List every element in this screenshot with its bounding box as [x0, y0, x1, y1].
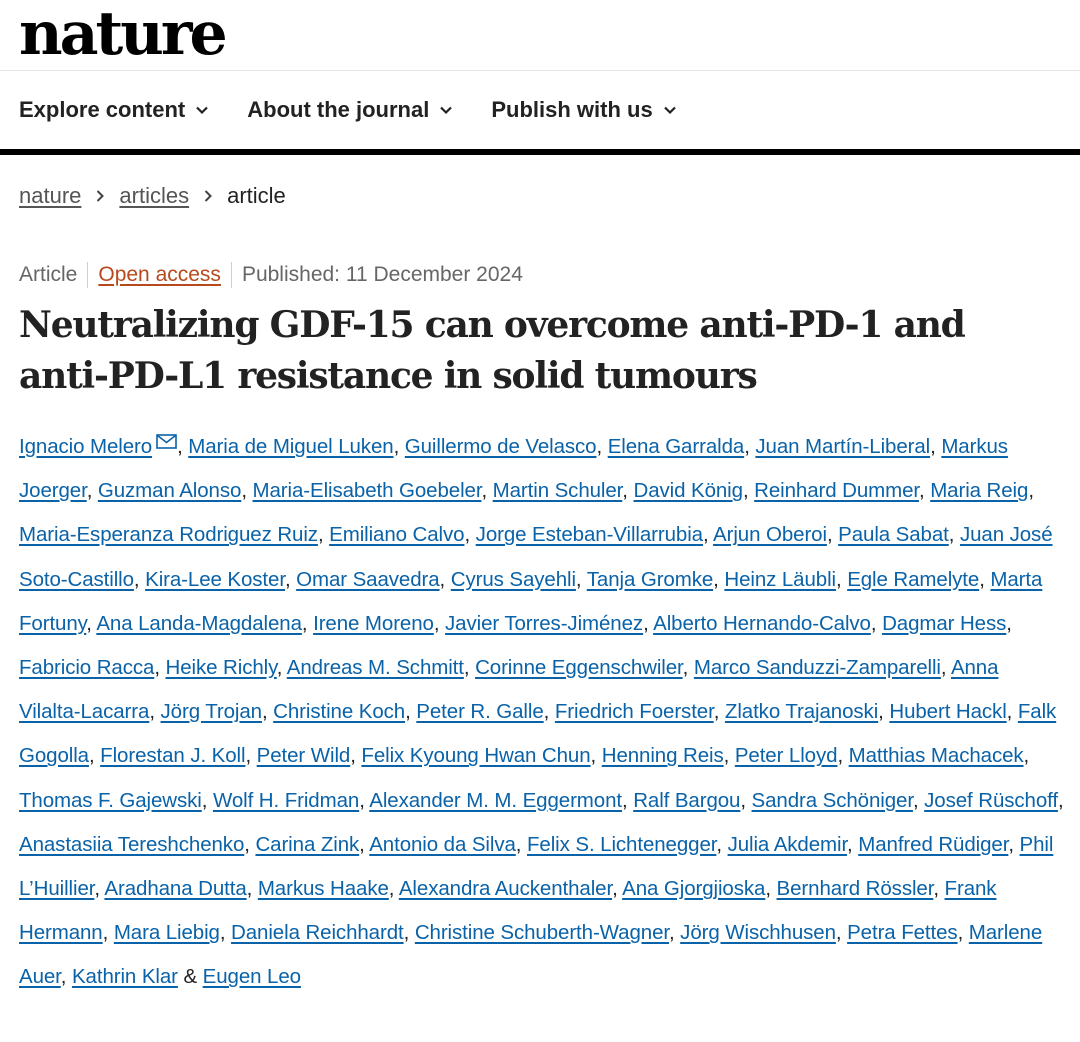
- chevron-down-icon: [439, 103, 453, 117]
- author-link[interactable]: Heike Richly: [165, 656, 277, 680]
- author-link[interactable]: Martin Schuler: [492, 479, 623, 503]
- author-link[interactable]: Markus Haake: [257, 877, 389, 901]
- author-link[interactable]: Josef Rüschoff: [924, 788, 1058, 812]
- nav-item-label: About the journal: [247, 97, 430, 122]
- author-link[interactable]: Christine Schuberth-Wagner: [414, 921, 669, 945]
- author-link[interactable]: Juan Martín-Liberal: [755, 435, 931, 458]
- author-link[interactable]: Frank Hermann: [19, 877, 997, 945]
- author-link[interactable]: Maria-Esperanza Rodriguez Ruiz: [19, 523, 318, 547]
- author-link[interactable]: Aradhana Dutta: [104, 877, 247, 901]
- author-link[interactable]: Christine Koch: [273, 700, 406, 724]
- author-link[interactable]: Marco Sanduzzi-Zamparelli: [693, 656, 941, 680]
- nav-item-label: Publish with us: [491, 97, 653, 122]
- author-link[interactable]: Falk Gogolla: [19, 700, 1057, 768]
- author-link[interactable]: Matthias Machacek: [848, 744, 1024, 768]
- author-link[interactable]: Wolf H. Fridman: [212, 788, 360, 812]
- author-link[interactable]: Maria de Miguel Luken: [188, 435, 394, 458]
- article-type: Article: [19, 263, 78, 286]
- author-link[interactable]: Jörg Trojan: [160, 700, 262, 724]
- author-link[interactable]: Markus Joerger: [19, 435, 1008, 503]
- author-link[interactable]: Paula Sabat: [838, 523, 949, 547]
- breadcrumb-articles[interactable]: articles: [119, 183, 190, 208]
- meta-divider: [87, 262, 88, 288]
- author-link[interactable]: Mara Liebig: [113, 921, 220, 945]
- breadcrumb-nature[interactable]: nature: [19, 183, 82, 208]
- mail-icon[interactable]: [156, 434, 177, 449]
- author-link[interactable]: Heinz Läubli: [724, 567, 836, 591]
- author-link[interactable]: Kira-Lee Koster: [145, 567, 285, 591]
- author-link[interactable]: Fabricio Racca: [19, 656, 155, 680]
- author-link[interactable]: Cyrus Sayehli: [450, 567, 576, 591]
- author-link[interactable]: Zlatko Trajanoski: [724, 700, 879, 724]
- author-link[interactable]: Alexander M. M. Eggermont: [369, 788, 622, 812]
- meta-divider: [231, 262, 232, 288]
- author-link[interactable]: Manfred Rüdiger: [858, 832, 1009, 856]
- author-link[interactable]: Andreas M. Schmitt: [286, 656, 464, 680]
- chevron-down-icon: [195, 103, 209, 117]
- author-link[interactable]: Jorge Esteban-Villarrubia: [475, 523, 703, 547]
- author-link[interactable]: Marta Fortuny: [19, 567, 1043, 635]
- nature-logo[interactable]: nature: [19, 0, 225, 69]
- author-list: Ignacio Melero , Maria de Miguel Luken, Guillermo de Velasco, Elena Garralda, Juan Martín-Liberal, Markus Joerger, Guzman Alonso, Maria-Elisabeth Goebeler, Martin Schuler, David König, Reinhard Dummer, Maria Reig, Maria-Esperanza Rodriguez Ruiz, Emiliano Calvo, Jorge Esteban-Villarrubia, Arjun Oberoi, Paula Sabat, Juan José Soto-Castillo, Kira-Lee Koster, Omar Saavedra, Cyrus Sayehli, Tanja Gromke, Heinz Läubli, Egle Ramelyte, Marta Fortuny, Ana Landa-Magdalena, Irene Moreno, Javier Torres-Jiménez, Alberto Hernando-Calvo, Dagmar Hess, Fabricio Racca, Heike Richly, Andreas M. Schmitt, Corinne Eggenschwiler, Marco Sanduzzi-Zamparelli, Anna Vilalta-Lacarra, Jörg Trojan, Christine Koch, Peter R. Galle, Friedrich Foerster, Zlatko Trajanoski, Hubert Hackl, Falk Gogolla, Florestan J. Koll, Peter Wild, Felix Kyoung Hwan Chun, Henning Reis, Peter Lloyd, Matthias Machacek, Thomas F. Gajewski, Wolf H. Fridman, Alexander M. M. Eggermont, Ralf Bargou, Sandra Schöniger, Josef Rüschoff, Anastasiia Tereshchenko, Carina Zink, Antonio da Silva, Felix S. Lichtenegger, Julia Akdemir, Manfred Rüdiger, Phil L’Huillier, Aradhana Dutta, Markus Haake, Alexandra Auckenthaler, Ana Gjorgjioska, Bernhard Rössler, Frank Hermann, Mara Liebig, Daniela Reichhardt, Christine Schuberth-Wagner, Jörg Wischhusen, Petra Fettes, Marlene Auer, Kathrin Klar & Eugen Leo: [19, 435, 1064, 989]
- author-link[interactable]: Reinhard Dummer: [754, 479, 919, 503]
- chevron-right-icon: [201, 189, 215, 203]
- author-link[interactable]: Antonio da Silva: [369, 832, 516, 856]
- author-link[interactable]: Kathrin Klar: [71, 965, 178, 989]
- author-link[interactable]: Ana Gjorgjioska: [622, 877, 766, 901]
- author-link[interactable]: Eugen Leo: [202, 965, 301, 989]
- breadcrumb-current: article: [227, 183, 286, 208]
- author-link[interactable]: Alberto Hernando-Calvo: [653, 611, 871, 635]
- author-link[interactable]: Ralf Bargou: [633, 788, 741, 812]
- author-link[interactable]: Sandra Schöniger: [751, 788, 913, 812]
- author-link[interactable]: Anastasiia Tereshchenko: [19, 832, 245, 856]
- author-link[interactable]: Egle Ramelyte: [847, 567, 980, 591]
- breadcrumb: [19, 183, 286, 209]
- site-header: [0, 0, 1080, 71]
- author-link[interactable]: Jörg Wischhusen: [680, 921, 836, 945]
- author-link[interactable]: Omar Saavedra: [296, 567, 440, 591]
- author-link[interactable]: Javier Torres-Jiménez: [445, 611, 644, 635]
- author-link[interactable]: Henning Reis: [601, 744, 724, 768]
- author-link[interactable]: Elena Garralda: [607, 435, 745, 458]
- author-link[interactable]: Carina Zink: [255, 832, 360, 856]
- author-link[interactable]: Guzman Alonso: [97, 479, 242, 503]
- nav-item-label: Explore content: [19, 97, 186, 122]
- author-link[interactable]: Peter Wild: [256, 744, 351, 768]
- published-date: Published: 11 December 2024: [241, 263, 523, 286]
- author-link[interactable]: Phil L’Huillier: [19, 832, 1054, 901]
- author-link[interactable]: Irene Moreno: [313, 611, 434, 635]
- author-link[interactable]: Arjun Oberoi: [713, 523, 827, 547]
- article-title: Neutralizing GDF-15 can overcome anti-PD-1 and anti-PD-L1 resistance in solid tumours: [19, 304, 965, 397]
- author-link[interactable]: Maria-Elisabeth Goebeler: [252, 479, 482, 503]
- author-link[interactable]: Peter R. Galle: [416, 700, 544, 724]
- author-link[interactable]: Peter Lloyd: [734, 744, 838, 768]
- author-link[interactable]: Bernhard Rössler: [776, 877, 934, 901]
- nav-explore-content[interactable]: [19, 97, 209, 123]
- author-link[interactable]: Julia Akdemir: [727, 832, 848, 856]
- author-link[interactable]: Juan José Soto-Castillo: [19, 523, 1053, 591]
- author-link[interactable]: Friedrich Foerster: [554, 700, 714, 724]
- open-access-link[interactable]: Open access: [98, 263, 221, 286]
- chevron-right-icon: [93, 189, 107, 203]
- author-link[interactable]: Maria Reig: [930, 479, 1029, 503]
- author-link[interactable]: Felix Kyoung Hwan Chun: [361, 744, 591, 768]
- author-link[interactable]: Florestan J. Koll: [100, 744, 246, 768]
- author-link[interactable]: Petra Fettes: [847, 921, 958, 945]
- article-meta: [19, 262, 523, 288]
- author-link[interactable]: Ana Landa-Magdalena: [96, 611, 302, 635]
- author-link[interactable]: Guillermo de Velasco: [404, 435, 597, 458]
- author-link[interactable]: Marlene Auer: [19, 921, 1043, 989]
- nav-publish-with-us[interactable]: [491, 97, 676, 123]
- author-link[interactable]: Daniela Reichhardt: [231, 921, 404, 945]
- chevron-down-icon: [663, 103, 677, 117]
- author-link[interactable]: Ignacio Melero: [19, 435, 153, 458]
- main-nav: [0, 71, 1080, 155]
- author-link[interactable]: Dagmar Hess: [882, 611, 1007, 635]
- nav-about-journal[interactable]: [247, 97, 453, 123]
- author-link[interactable]: David König: [633, 479, 743, 503]
- author-link[interactable]: Alexandra Auckenthaler: [398, 877, 613, 901]
- author-link[interactable]: Hubert Hackl: [889, 700, 1007, 724]
- author-link[interactable]: Anna Vilalta-Lacarra: [19, 656, 999, 724]
- author-link[interactable]: Tanja Gromke: [586, 567, 714, 591]
- author-link[interactable]: Felix S. Lichtenegger: [527, 832, 717, 856]
- author-link[interactable]: Emiliano Calvo: [329, 523, 465, 547]
- author-link[interactable]: Thomas F. Gajewski: [19, 788, 202, 812]
- author-link[interactable]: Corinne Eggenschwiler: [475, 656, 683, 680]
